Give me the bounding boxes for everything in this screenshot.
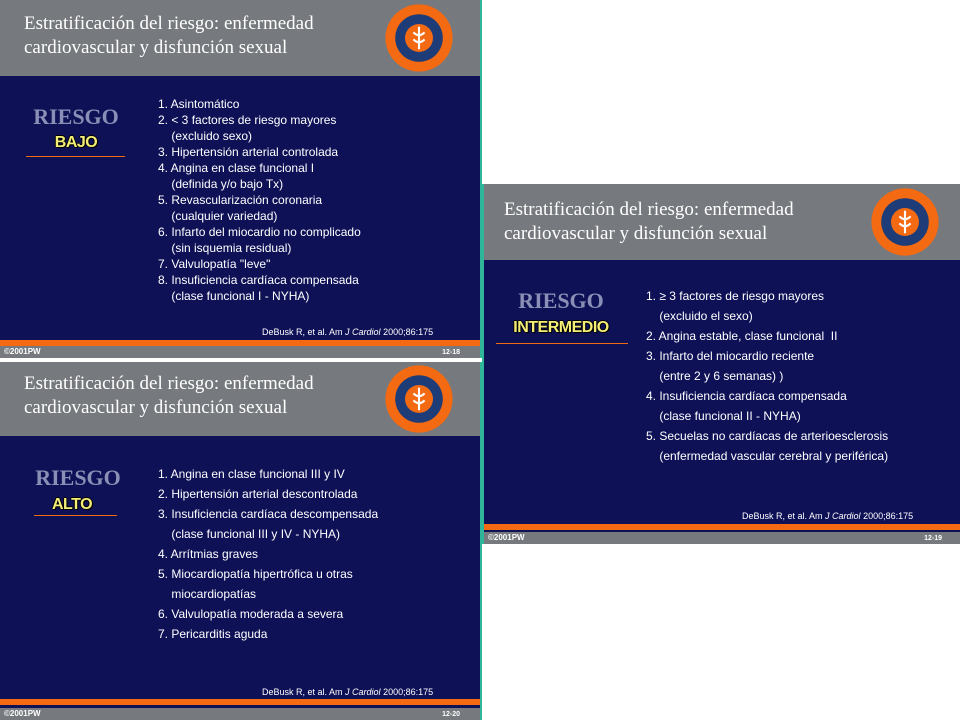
iniciativa-educativa-logo [384, 3, 454, 73]
slide-footer [0, 708, 480, 720]
copyright-text: ©2001PW [4, 347, 41, 356]
list-item: 7. Pericarditis aguda [158, 627, 268, 641]
list-item: (cualquier variedad) [158, 209, 278, 223]
list-item: 5. Revascularización coronaria [158, 193, 323, 207]
list-item: 2. < 3 factores de riesgo mayores [158, 113, 337, 127]
risk-underline [496, 343, 628, 344]
list-item: 3. Infarto del miocardio reciente [646, 349, 815, 363]
reference-authors: DeBusk R, et al. Am [742, 511, 823, 521]
list-item: 5. Miocardiopatía hipertrófica u otras [158, 567, 353, 581]
slide-footer [0, 346, 480, 358]
list-item: 4. Angina en clase funcional I [158, 161, 315, 175]
copyright-text: ©2001PW [488, 533, 525, 542]
list-item: (clase funcional I - NYHA) [158, 289, 310, 303]
orange-stripe [484, 524, 960, 530]
risk-title: RIESGO [35, 465, 121, 490]
slide-header [0, 362, 480, 436]
slide-riesgo-intermedio [482, 184, 960, 544]
list-item: 6. Valvulopatía moderada a severa [158, 607, 344, 621]
slide-header [0, 0, 480, 76]
criteria-list [158, 96, 361, 304]
reference-citation-detail: 2000;86:175 [383, 687, 434, 697]
slide-number: 12-18 [442, 349, 460, 356]
iniciativa-educativa-logo [870, 187, 940, 257]
list-item: miocardiopatías [158, 587, 257, 601]
list-item: (clase funcional III y IV - NYHA) [158, 527, 341, 541]
reference-journal: J Cardiol [825, 511, 861, 521]
slide-title: Estratificación del riesgo: enfermedad cardiovascular y disfunción sexual [24, 13, 314, 58]
list-item: (entre 2 y 6 semanas) ) [646, 369, 784, 383]
slide-title: Estratificación del riesgo: enfermedad cardiovascular y disfunción sexual [24, 373, 314, 418]
reference-citation [262, 327, 433, 337]
list-item: 2. Hipertensión arterial descontrolada [158, 487, 358, 501]
list-item: 3. Insuficiencia cardíaca descompensada [158, 507, 379, 521]
list-item: 8. Insuficiencia cardíaca compensada [158, 273, 359, 287]
slide-footer [484, 532, 960, 544]
reference-citation [262, 687, 433, 697]
orange-stripe [0, 699, 480, 705]
risk-underline [34, 515, 117, 516]
list-item: 1. Angina en clase funcional III y IV [158, 467, 345, 481]
list-item: (sin isquemia residual) [158, 241, 292, 255]
iniciativa-educativa-logo [384, 364, 454, 434]
list-item: 4. Arrítmias graves [158, 547, 259, 561]
list-item: (enfermedad vascular cerebral y periférica) [646, 449, 889, 463]
slide-riesgo-alto [0, 362, 482, 720]
reference-authors: DeBusk R, et al. Am [262, 327, 343, 337]
reference-journal: J Cardiol [345, 327, 381, 337]
reference-citation-detail: 2000;86:175 [863, 511, 914, 521]
list-item: 5. Secuelas no cardíacas de arterioesclerosis [646, 429, 889, 443]
list-item: (definida y/o bajo Tx) [158, 177, 284, 191]
list-item: 1. Asintomático [158, 97, 240, 111]
list-item: (clase funcional II - NYHA) [646, 409, 801, 423]
risk-underline [26, 156, 125, 157]
list-item: 2. Angina estable, clase funcional II [646, 329, 838, 343]
list-item: 7. Valvulopatía "leve" [158, 257, 271, 271]
risk-level-label: BAJO [54, 134, 98, 151]
slide-title: Estratificación del riesgo: enfermedad cardiovascular y disfunción sexual [504, 199, 794, 244]
list-item: 1. ≥ 3 factores de riesgo mayores [646, 289, 825, 303]
risk-level-label: ALTO [51, 496, 93, 513]
slide-number: 12-19 [924, 535, 942, 542]
reference-journal: J Cardiol [345, 687, 381, 697]
slide-number: 12-20 [442, 711, 460, 718]
list-item: 4. Insuficiencia cardíaca compensada [646, 389, 847, 403]
copyright-text: ©2001PW [4, 709, 41, 718]
criteria-list [158, 464, 378, 644]
list-item: (excluido el sexo) [646, 309, 753, 323]
reference-authors: DeBusk R, et al. Am [262, 687, 343, 697]
list-item: (excluido sexo) [158, 129, 253, 143]
risk-title: RIESGO [33, 104, 119, 129]
risk-title: RIESGO [518, 288, 604, 313]
criteria-list [646, 286, 888, 466]
reference-citation [742, 511, 913, 521]
list-item: 3. Hipertensión arterial controlada [158, 145, 339, 159]
slide-riesgo-bajo [0, 0, 482, 358]
list-item: 6. Infarto del miocardio no complicado [158, 225, 361, 239]
reference-citation-detail: 2000;86:175 [383, 327, 434, 337]
slide-header [484, 184, 960, 260]
risk-level-label: INTERMEDIO [513, 319, 609, 336]
